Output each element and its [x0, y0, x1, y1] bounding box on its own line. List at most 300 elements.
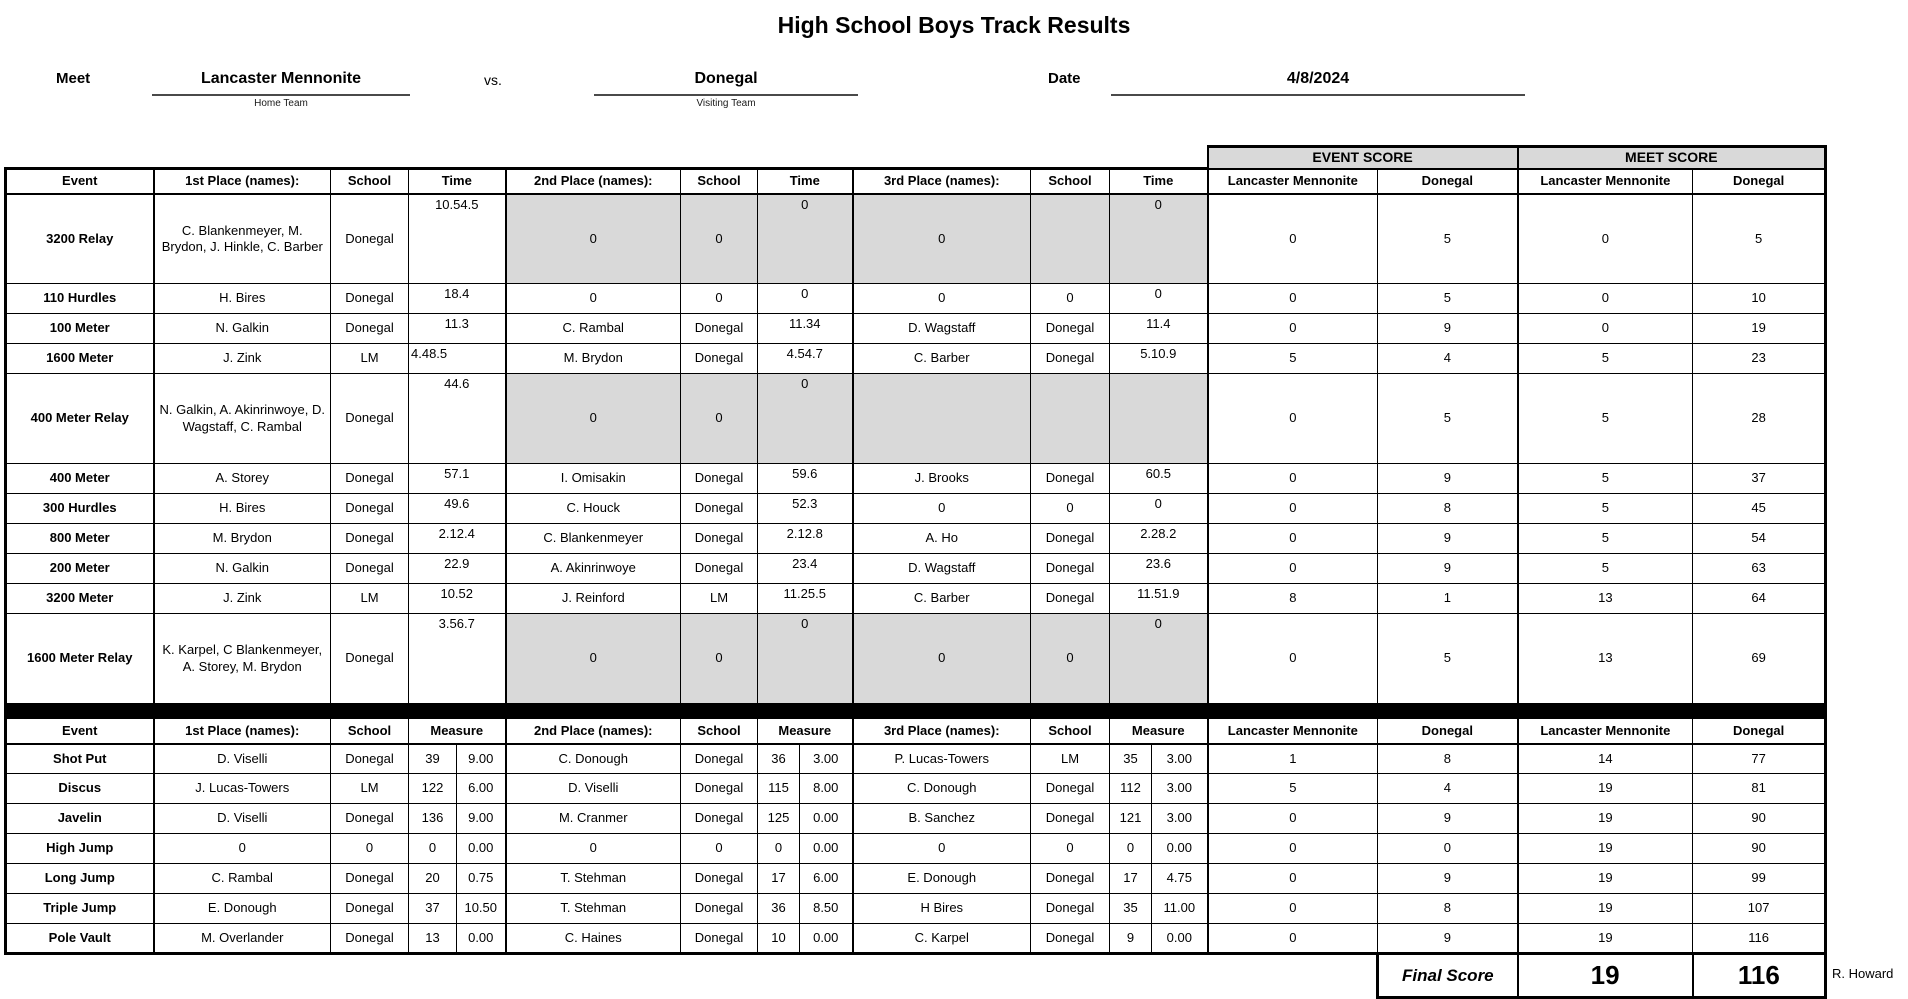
p1-school-cell: Donegal [331, 804, 409, 834]
p1-measure-in-cell: 10.50 [457, 894, 506, 924]
event-score-lm-cell: 0 [1208, 894, 1378, 924]
meet-score-lm-cell: 5 [1518, 554, 1693, 584]
p3-time-cell: 60.5 [1110, 464, 1208, 494]
p2-names-cell: C. Houck [506, 494, 681, 524]
p3-measure-ft-cell: 17 [1110, 864, 1152, 894]
header-cell: 3rd Place (names): [853, 719, 1031, 744]
event-score-donegal-cell: 9 [1378, 804, 1518, 834]
p2-names-cell: 0 [506, 614, 681, 704]
p3-measure-in-cell: 0.00 [1152, 924, 1208, 954]
event-score-lm-cell: 5 [1208, 774, 1378, 804]
home-team-underline [152, 94, 410, 96]
meet-score-donegal-cell: 116 [1693, 924, 1826, 954]
p2-names-cell: A. Akinrinwoye [506, 554, 681, 584]
p1-time-cell: 22.9 [409, 554, 506, 584]
header-cell: Donegal [1378, 719, 1518, 744]
p1-school-cell: Donegal [331, 314, 409, 344]
signature: R. Howard [1832, 966, 1894, 981]
p3-names-cell: 0 [853, 194, 1031, 284]
p1-names-cell: M. Brydon [154, 524, 331, 554]
p2-measure-in-cell: 8.00 [800, 774, 853, 804]
event-cell: Shot Put [6, 744, 154, 774]
field-row [6, 774, 1826, 804]
p3-names-cell: 0 [853, 614, 1031, 704]
p1-time-cell: 44.6 [409, 374, 506, 464]
p1-names-cell: H. Bires [154, 494, 331, 524]
home-team-block [152, 70, 410, 109]
p2-names-cell: T. Stehman [506, 864, 681, 894]
page-title: High School Boys Track Results [777, 12, 1131, 38]
p3-school-cell: 0 [1031, 614, 1110, 704]
p2-school-cell: LM [681, 584, 758, 614]
section-divider [6, 704, 1826, 719]
track-row [6, 314, 1826, 344]
p3-measure-in-cell: 3.00 [1152, 744, 1208, 774]
p1-names-cell: E. Donough [154, 894, 331, 924]
p3-measure-ft-cell: 112 [1110, 774, 1152, 804]
event-score-donegal-cell: 9 [1378, 314, 1518, 344]
event-score-donegal-cell: 5 [1378, 614, 1518, 704]
p1-names-cell: D. Viselli [154, 804, 331, 834]
event-cell: 1600 Meter [6, 344, 154, 374]
p3-names-cell: C. Donough [853, 774, 1031, 804]
p3-measure-ft-cell: 35 [1110, 744, 1152, 774]
p1-time-cell: 10.52 [409, 584, 506, 614]
p2-measure-in-cell: 8.50 [800, 894, 853, 924]
header-cell: 1st Place (names): [154, 169, 331, 194]
field-row [6, 864, 1826, 894]
event-score-lm-cell: 0 [1208, 524, 1378, 554]
p2-names-cell: C. Donough [506, 744, 681, 774]
event-score-lm-cell: 0 [1208, 554, 1378, 584]
p3-names-cell: C. Karpel [853, 924, 1031, 954]
p3-time-cell: 23.6 [1110, 554, 1208, 584]
p3-time-cell: 2.28.2 [1110, 524, 1208, 554]
p3-names-cell: 0 [853, 494, 1031, 524]
p2-measure-ft-cell: 10 [758, 924, 800, 954]
meet-score-lm-cell: 19 [1518, 834, 1693, 864]
header-cell: School [681, 169, 758, 194]
track-row [6, 464, 1826, 494]
event-score-lm-cell: 0 [1208, 494, 1378, 524]
p2-names-cell: M. Cranmer [506, 804, 681, 834]
event-score-donegal-cell: 9 [1378, 554, 1518, 584]
meet-score-donegal-cell: 28 [1693, 374, 1826, 464]
field-row [6, 744, 1826, 774]
p3-names-cell: D. Wagstaff [853, 554, 1031, 584]
event-cell: 300 Hurdles [6, 494, 154, 524]
p2-time-cell: 11.34 [758, 314, 853, 344]
p3-measure-in-cell: 3.00 [1152, 804, 1208, 834]
date-label: Date [1048, 70, 1081, 87]
p3-names-cell: C. Barber [853, 584, 1031, 614]
p1-school-cell: Donegal [331, 924, 409, 954]
p1-names-cell: K. Karpel, C Blankenmeyer, A. Storey, M. Brydon [154, 614, 331, 704]
p2-names-cell: 0 [506, 284, 681, 314]
meet-score-donegal-cell: 90 [1693, 804, 1826, 834]
final-score-spacer [6, 954, 1378, 998]
event-cell: 400 Meter Relay [6, 374, 154, 464]
p1-time-cell: 3.56.7 [409, 614, 506, 704]
track-row [6, 614, 1826, 704]
p1-time-cell: 2.12.4 [409, 524, 506, 554]
field-row [6, 804, 1826, 834]
p1-names-cell: M. Overlander [154, 924, 331, 954]
p2-school-cell: Donegal [681, 494, 758, 524]
event-score-donegal-cell: 4 [1378, 774, 1518, 804]
p2-measure-ft-cell: 115 [758, 774, 800, 804]
event-cell: 1600 Meter Relay [6, 614, 154, 704]
p2-time-cell: 52.3 [758, 494, 853, 524]
p3-measure-in-cell: 4.75 [1152, 864, 1208, 894]
p1-names-cell: D. Viselli [154, 744, 331, 774]
meet-score-donegal-cell: 107 [1693, 894, 1826, 924]
p1-measure-ft-cell: 136 [409, 804, 457, 834]
meet-label: Meet [56, 70, 91, 87]
field-row [6, 834, 1826, 864]
event-score-donegal-cell: 0 [1378, 834, 1518, 864]
p2-time-cell: 4.54.7 [758, 344, 853, 374]
p2-school-cell: Donegal [681, 744, 758, 774]
p2-measure-ft-cell: 17 [758, 864, 800, 894]
meet-score-donegal-cell: 69 [1693, 614, 1826, 704]
p3-time-cell [1110, 374, 1208, 464]
event-score-donegal-cell: 9 [1378, 924, 1518, 954]
header-cell: 3rd Place (names): [853, 169, 1031, 194]
p3-school-cell: Donegal [1031, 554, 1110, 584]
header-cell: Lancaster Mennonite [1518, 169, 1693, 194]
p1-names-cell: J. Zink [154, 584, 331, 614]
meet-score-lm-cell: 19 [1518, 864, 1693, 894]
meet-score-donegal-cell: 99 [1693, 864, 1826, 894]
p3-school-cell: Donegal [1031, 924, 1110, 954]
header-cell: Event [6, 719, 154, 744]
p1-names-cell: C. Rambal [154, 864, 331, 894]
track-row [6, 494, 1826, 524]
header-cell: 1st Place (names): [154, 719, 331, 744]
meet-score-donegal-cell: 19 [1693, 314, 1826, 344]
p2-school-cell: Donegal [681, 774, 758, 804]
vs-label: vs. [484, 72, 502, 88]
p2-school-cell: Donegal [681, 344, 758, 374]
p1-names-cell: N. Galkin [154, 314, 331, 344]
p3-school-cell: Donegal [1031, 894, 1110, 924]
event-score-donegal-cell: 9 [1378, 864, 1518, 894]
p2-measure-ft-cell: 36 [758, 894, 800, 924]
p2-school-cell: Donegal [681, 524, 758, 554]
date-underline [1111, 94, 1525, 96]
meet-score-lm-cell: 5 [1518, 494, 1693, 524]
field-row [6, 924, 1826, 954]
p2-school-cell: Donegal [681, 314, 758, 344]
p1-measure-in-cell: 0.00 [457, 834, 506, 864]
p1-school-cell: LM [331, 344, 409, 374]
p2-measure-ft-cell: 36 [758, 744, 800, 774]
p3-names-cell: D. Wagstaff [853, 314, 1031, 344]
visiting-team-underline [594, 94, 858, 96]
p3-school-cell: Donegal [1031, 524, 1110, 554]
p3-names-cell: C. Barber [853, 344, 1031, 374]
p2-names-cell: T. Stehman [506, 894, 681, 924]
date-value: 4/8/2024 [1286, 70, 1350, 87]
event-score-header: EVENT SCORE [1208, 147, 1518, 169]
p1-time-cell: 10.54.5 [409, 194, 506, 284]
p2-names-cell: I. Omisakin [506, 464, 681, 494]
p2-school-cell: 0 [681, 834, 758, 864]
p3-names-cell: J. Brooks [853, 464, 1031, 494]
p1-measure-ft-cell: 20 [409, 864, 457, 894]
p2-measure-ft-cell: 125 [758, 804, 800, 834]
p1-measure-ft-cell: 37 [409, 894, 457, 924]
p1-time-cell: 49.6 [409, 494, 506, 524]
p3-names-cell: P. Lucas-Towers [853, 744, 1031, 774]
p1-school-cell: Donegal [331, 744, 409, 774]
p1-names-cell: J. Lucas-Towers [154, 774, 331, 804]
event-score-lm-cell: 0 [1208, 194, 1378, 284]
event-cell: 400 Meter [6, 464, 154, 494]
p2-time-cell: 11.25.5 [758, 584, 853, 614]
p3-school-cell: 0 [1031, 494, 1110, 524]
meet-score-lm-cell: 5 [1518, 374, 1693, 464]
p1-measure-in-cell: 9.00 [457, 744, 506, 774]
header-cell: School [331, 169, 409, 194]
header-cell: Time [409, 169, 506, 194]
track-row [6, 194, 1826, 284]
header-cell: Donegal [1693, 169, 1826, 194]
p3-time-cell: 11.51.9 [1110, 584, 1208, 614]
header-cell: 2nd Place (names): [506, 719, 681, 744]
header-cell: Lancaster Mennonite [1208, 719, 1378, 744]
event-score-lm-cell: 8 [1208, 584, 1378, 614]
p2-names-cell: C. Blankenmeyer [506, 524, 681, 554]
p1-names-cell: 0 [154, 834, 331, 864]
header-cell: Donegal [1693, 719, 1826, 744]
p2-time-cell: 2.12.8 [758, 524, 853, 554]
meet-score-donegal-cell: 10 [1693, 284, 1826, 314]
p1-measure-ft-cell: 0 [409, 834, 457, 864]
meet-score-lm-cell: 13 [1518, 584, 1693, 614]
visiting-team-caption: Visiting Team [696, 98, 756, 109]
p2-measure-in-cell: 3.00 [800, 744, 853, 774]
event-cell: 3200 Meter [6, 584, 154, 614]
p2-time-cell: 0 [758, 284, 853, 314]
track-row [6, 584, 1826, 614]
header-cell: School [681, 719, 758, 744]
event-score-lm-cell: 0 [1208, 614, 1378, 704]
p3-time-cell: 0 [1110, 284, 1208, 314]
p3-school-cell: 0 [1031, 834, 1110, 864]
event-cell: Javelin [6, 804, 154, 834]
p2-school-cell: Donegal [681, 894, 758, 924]
p1-school-cell: Donegal [331, 374, 409, 464]
header-cell: School [1031, 719, 1110, 744]
p3-school-cell: Donegal [1031, 344, 1110, 374]
p2-school-cell: 0 [681, 284, 758, 314]
meet-score-lm-cell: 19 [1518, 924, 1693, 954]
event-score-donegal-cell: 1 [1378, 584, 1518, 614]
p2-school-cell: 0 [681, 374, 758, 464]
p1-school-cell: Donegal [331, 284, 409, 314]
p2-school-cell: Donegal [681, 554, 758, 584]
p3-names-cell: B. Sanchez [853, 804, 1031, 834]
p2-names-cell: J. Reinford [506, 584, 681, 614]
final-score-lm: 19 [1518, 954, 1693, 998]
p2-school-cell: 0 [681, 194, 758, 284]
event-cell: 3200 Relay [6, 194, 154, 284]
track-row [6, 284, 1826, 314]
p1-names-cell: J. Zink [154, 344, 331, 374]
p2-names-cell: C. Rambal [506, 314, 681, 344]
p1-measure-ft-cell: 39 [409, 744, 457, 774]
track-header-row [6, 169, 1826, 194]
p3-school-cell: Donegal [1031, 584, 1110, 614]
p1-names-cell: N. Galkin, A. Akinrinwoye, D. Wagstaff, C. Rambal [154, 374, 331, 464]
p3-measure-ft-cell: 35 [1110, 894, 1152, 924]
meet-score-donegal-cell: 90 [1693, 834, 1826, 864]
p2-time-cell: 0 [758, 194, 853, 284]
final-score-label: Final Score [1378, 954, 1518, 998]
p3-school-cell: LM [1031, 744, 1110, 774]
p1-names-cell: A. Storey [154, 464, 331, 494]
p1-school-cell: Donegal [331, 614, 409, 704]
header-cell: Time [758, 169, 853, 194]
p2-names-cell: 0 [506, 194, 681, 284]
p2-school-cell: Donegal [681, 864, 758, 894]
header-cell: Measure [1110, 719, 1208, 744]
event-score-lm-cell: 0 [1208, 284, 1378, 314]
p1-school-cell: Donegal [331, 524, 409, 554]
p2-measure-in-cell: 0.00 [800, 834, 853, 864]
p1-school-cell: LM [331, 584, 409, 614]
p1-school-cell: Donegal [331, 494, 409, 524]
meet-score-donegal-cell: 64 [1693, 584, 1826, 614]
date-block [1111, 70, 1525, 88]
p1-time-cell: 11.3 [409, 314, 506, 344]
p3-time-cell: 5.10.9 [1110, 344, 1208, 374]
track-row [6, 374, 1826, 464]
score-header-row [6, 147, 1826, 169]
event-score-lm-cell: 5 [1208, 344, 1378, 374]
p1-measure-in-cell: 6.00 [457, 774, 506, 804]
results-table [4, 145, 1827, 999]
p1-measure-ft-cell: 122 [409, 774, 457, 804]
meet-score-donegal-cell: 23 [1693, 344, 1826, 374]
event-score-lm-cell: 0 [1208, 804, 1378, 834]
p3-school-cell [1031, 194, 1110, 284]
p3-measure-ft-cell: 9 [1110, 924, 1152, 954]
p1-school-cell: LM [331, 774, 409, 804]
header-cell: School [1031, 169, 1110, 194]
p1-school-cell: Donegal [331, 554, 409, 584]
home-team-name: Lancaster Mennonite [200, 70, 362, 87]
event-score-donegal-cell: 5 [1378, 374, 1518, 464]
field-header-row [6, 719, 1826, 744]
p1-measure-in-cell: 9.00 [457, 804, 506, 834]
event-cell: Discus [6, 774, 154, 804]
p3-school-cell: 0 [1031, 284, 1110, 314]
event-score-donegal-cell: 5 [1378, 284, 1518, 314]
p2-measure-in-cell: 0.00 [800, 924, 853, 954]
p3-names-cell: 0 [853, 284, 1031, 314]
p3-school-cell: Donegal [1031, 314, 1110, 344]
event-cell: 110 Hurdles [6, 284, 154, 314]
p2-names-cell: M. Brydon [506, 344, 681, 374]
p3-names-cell [853, 374, 1031, 464]
meet-score-donegal-cell: 77 [1693, 744, 1826, 774]
p1-measure-ft-cell: 13 [409, 924, 457, 954]
p3-school-cell [1031, 374, 1110, 464]
event-cell: Pole Vault [6, 924, 154, 954]
p3-names-cell: E. Donough [853, 864, 1031, 894]
p2-school-cell: 0 [681, 614, 758, 704]
event-score-donegal-cell: 5 [1378, 194, 1518, 284]
p3-school-cell: Donegal [1031, 864, 1110, 894]
p2-measure-in-cell: 6.00 [800, 864, 853, 894]
p3-time-cell: 0 [1110, 494, 1208, 524]
score-header-spacer [6, 147, 1208, 169]
p3-measure-in-cell: 11.00 [1152, 894, 1208, 924]
event-cell: 100 Meter [6, 314, 154, 344]
p3-school-cell: Donegal [1031, 774, 1110, 804]
p3-time-cell: 0 [1110, 614, 1208, 704]
header-cell: Measure [758, 719, 853, 744]
event-score-donegal-cell: 8 [1378, 494, 1518, 524]
p3-names-cell: A. Ho [853, 524, 1031, 554]
p1-school-cell: Donegal [331, 194, 409, 284]
visiting-team-name: Donegal [694, 70, 758, 87]
visiting-team-block [594, 70, 858, 109]
p3-measure-ft-cell: 121 [1110, 804, 1152, 834]
meet-score-lm-cell: 0 [1518, 194, 1693, 284]
p3-names-cell: 0 [853, 834, 1031, 864]
header-cell: Donegal [1378, 169, 1518, 194]
p3-measure-ft-cell: 0 [1110, 834, 1152, 864]
final-score-donegal: 116 [1693, 954, 1826, 998]
p1-measure-in-cell: 0.00 [457, 924, 506, 954]
p3-school-cell: Donegal [1031, 464, 1110, 494]
p1-time-cell: 57.1 [409, 464, 506, 494]
p1-names-cell: N. Galkin [154, 554, 331, 584]
track-row [6, 344, 1826, 374]
meet-score-donegal-cell: 63 [1693, 554, 1826, 584]
header-cell: 2nd Place (names): [506, 169, 681, 194]
header-cell: Lancaster Mennonite [1208, 169, 1378, 194]
p1-names-cell: H. Bires [154, 284, 331, 314]
p1-school-cell: Donegal [331, 464, 409, 494]
p1-names-cell: C. Blankenmeyer, M. Brydon, J. Hinkle, C. Barber [154, 194, 331, 284]
meet-score-lm-cell: 14 [1518, 744, 1693, 774]
meet-score-donegal-cell: 81 [1693, 774, 1826, 804]
event-cell: 200 Meter [6, 554, 154, 584]
p1-time-cell: 4.48.5 [409, 344, 506, 374]
p1-time-cell: 18.4 [409, 284, 506, 314]
track-row [6, 524, 1826, 554]
event-score-donegal-cell: 8 [1378, 744, 1518, 774]
p3-names-cell: H Bires [853, 894, 1031, 924]
p1-school-cell: 0 [331, 834, 409, 864]
p2-time-cell: 0 [758, 374, 853, 464]
meet-score-lm-cell: 19 [1518, 774, 1693, 804]
header-cell: Event [6, 169, 154, 194]
p3-measure-in-cell: 3.00 [1152, 774, 1208, 804]
field-row [6, 894, 1826, 924]
meet-score-donegal-cell: 5 [1693, 194, 1826, 284]
meet-score-donegal-cell: 37 [1693, 464, 1826, 494]
meet-score-lm-cell: 0 [1518, 284, 1693, 314]
event-score-donegal-cell: 4 [1378, 344, 1518, 374]
header-cell: Lancaster Mennonite [1518, 719, 1693, 744]
meet-score-donegal-cell: 54 [1693, 524, 1826, 554]
